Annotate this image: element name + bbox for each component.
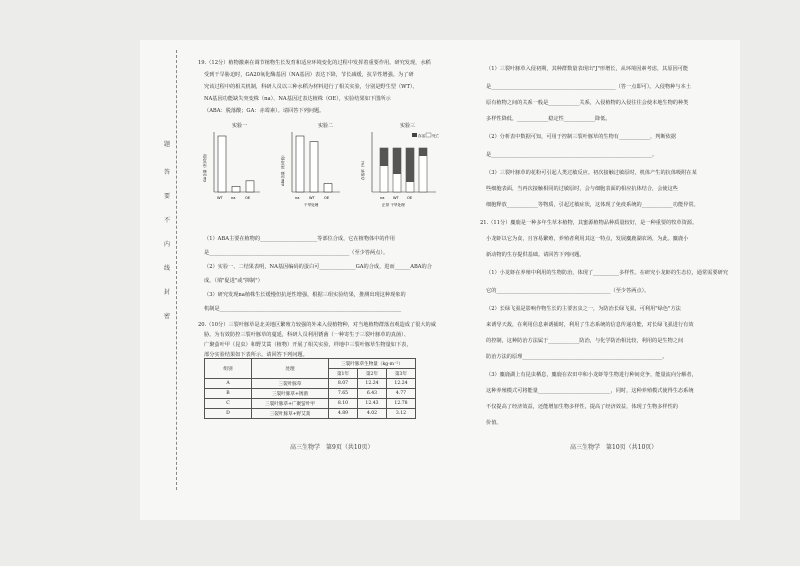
right-line: 价值。 — [486, 420, 502, 426]
cell: 6.43 — [358, 389, 387, 399]
q19-line: NA基因功能缺失突变株（na）、NA基因过表达植株（OE），实验结果如下图所示 — [204, 96, 391, 102]
q19-line: 究该过程中的相关机制，科研人员以三种水稻为材料进行了相关实验，分别是野生型（WT）、 — [204, 84, 418, 90]
cell: 12.24 — [358, 379, 387, 389]
chart3-legend: 死亡 — [432, 134, 440, 138]
side-label: 内 — [164, 241, 171, 248]
th-group: 组别 — [205, 359, 252, 379]
legend-swatch-dead — [426, 133, 431, 137]
q20-line: 广聚萤叶甲（昆虫）和野艾蒿（植物）开展了相关实验，样地中三裂叶豚草生物量如下表， — [204, 342, 412, 348]
right-line: 小龙虾以它为食，且容易繁殖，养殖者利用其这一特点，发展麋鹿湖农场，为此。麋鹿小 — [486, 236, 689, 242]
chart2-bars — [296, 136, 332, 192]
chart2-ylabel: ABA含量（相对值） — [281, 153, 285, 186]
chart2-title: 实验二 — [318, 123, 334, 129]
chart3-title: 实验三 — [400, 123, 416, 129]
chart3-xtick: OE — [407, 196, 413, 200]
chart2-xlabel: 干旱处理 — [304, 203, 319, 207]
cell: A — [205, 379, 252, 389]
cell: 12.24 — [387, 379, 416, 389]
table-row — [205, 409, 416, 419]
th-year: 第2年 — [358, 369, 387, 379]
cell: 4.89 — [329, 409, 358, 419]
chart1-bars — [218, 136, 254, 192]
cell: 三裂叶豚草+广聚萤叶甲 — [252, 399, 329, 409]
chart2-xtick: OE — [324, 196, 330, 200]
table-row — [205, 389, 416, 399]
right-line: （1）三裂叶豚草入侵初期，其种群数量表现出"J"形增长，从环境因素考虑，其原因可能 — [486, 66, 689, 72]
page-footer-right: 高三生物学 第10页（共10页） — [570, 444, 658, 451]
q19-figure — [200, 120, 450, 210]
chart2-xtick: WT — [309, 196, 315, 200]
cell: 7.65 — [329, 389, 358, 399]
right-line: （2）分析表中数据可知，可用于控制三裂叶豚草的生物有____________，判断依据 — [486, 134, 677, 140]
bar — [246, 181, 254, 192]
right-line: 这种养殖模式可将能量____________________________，同时，这种养殖模式使得生态系统 — [486, 388, 694, 394]
right-line: 细胞释放____________等物质，引起过敏症状，这体现了免疫系统的____________功能异常。 — [486, 202, 699, 208]
right-line: 多样性降低，____________稳定性____________降低。 — [486, 116, 611, 122]
q19-line: 受到干旱胁迫时，GA20氧化酶基因（NA基因）表达下降，节长减缓，抗旱性增强。为了研 — [204, 72, 414, 78]
chart3-legend: 存活 — [418, 134, 426, 138]
chart1-title: 实验一 — [232, 123, 248, 129]
binding-line — [176, 50, 177, 490]
right-line: 些细胞表面，当再次接触相同的过敏原时，会与细胞表面的相应抗体结合，会使这些 — [486, 186, 678, 192]
cell: B — [205, 389, 252, 399]
q20-line: 胁。为有效防控三裂叶豚草的蔓延，科研人员利用锈菌（一种寄生于三裂叶豚草的真菌）、 — [204, 332, 409, 338]
cell: 4.77 — [387, 389, 416, 399]
right-line: 它的____________________________________________（至少答两点）。 — [486, 288, 650, 294]
right-line: 原有植物之间的关系一般是____________关系，入侵植物的入侵往往会使本地生物的种类 — [486, 100, 689, 106]
th-year: 第1年 — [329, 369, 358, 379]
cell: 12.43 — [358, 399, 387, 409]
cell: 三裂叶豚草 — [252, 379, 329, 389]
right-line: （3）三裂叶豚草的花粉可引起人类过敏反应。初次接触过敏原时，机体产生的抗体吸附在某 — [486, 170, 697, 176]
biomass-table — [204, 358, 416, 419]
chart3-xlabel: 正常 干旱处理 — [382, 203, 405, 207]
legend-swatch-survive — [412, 133, 417, 137]
bar — [232, 186, 240, 192]
chart3-xtick: na — [380, 196, 385, 200]
side-label: 不 — [164, 217, 171, 224]
cell: 8.10 — [329, 399, 358, 409]
q20-line: 部分实验结果如下表所示。请回答下列问题。 — [204, 352, 308, 358]
page-footer-left: 高三生物学 第9页（共10页） — [290, 444, 374, 451]
q19-sub3: （3）研究发现na植株生长缓慢但抗逆性增强，根据三组实验结果，推测出现这种现象的 — [204, 292, 406, 298]
bar — [310, 142, 318, 192]
bar — [296, 136, 304, 192]
side-label: 线 — [164, 265, 171, 272]
q20-line: 20.（10分）三裂叶豚草是北美地区繁殖力较强的外来入侵植物种，对当地植物群落直观造成了很大的威 — [198, 322, 436, 328]
q19-sub1b: 是______________________________________________________（至少答两点）。 — [204, 250, 389, 256]
side-label: 题 — [164, 141, 171, 148]
right-line: 是______________________________________________________________。 — [486, 152, 658, 158]
cell: 8.07 — [329, 379, 358, 389]
q19-line: 19.（12分）植物激素在调节植物生长发育和适应环境变化的过程中发挥着重要作用。研究发现，水稻 — [198, 60, 431, 66]
right-line: （3）麋鹿湖上有昆虫栖息，麋鹿在农田中和小龙虾等生物进行种间竞争，能量流向分解者， — [486, 372, 697, 378]
cell: 三裂叶豚草+锈菌 — [252, 389, 329, 399]
side-label: 答 — [164, 169, 171, 176]
chart1-xtick: na — [231, 196, 236, 200]
bar — [324, 184, 332, 192]
side-label: 封 — [164, 289, 171, 296]
side-label: 密 — [164, 313, 171, 320]
cell: C — [205, 399, 252, 409]
bar — [218, 136, 226, 192]
q19-sub3b: 机制是______________________________________________________________________ — [204, 306, 402, 312]
th-treat: 处理 — [252, 359, 329, 379]
chart3-bars — [380, 148, 427, 192]
chart1-xtick: WT — [217, 196, 223, 200]
right-line: （1）小龙虾在养殖中利用的生物防治，体现了__________多样性。在研究小龙虾的生态位，通常需要研究 — [486, 270, 728, 276]
chart1-xtick: OE — [245, 196, 251, 200]
chart3-ylabel: 存活率（%） — [361, 158, 365, 180]
table-row — [205, 399, 416, 409]
right-line: 是________________________________________________（答一点即可）。入侵物种与本土 — [486, 84, 691, 90]
chart1-ylabel: GA含量（相对值） — [203, 151, 207, 182]
right-line: 21.（11分）麋鹿是一种多年生草本植物，其蜜源植物品种质量较好，是一种重要的牧草资源。 — [480, 220, 698, 226]
right-line: （2）长绿飞虱是影响作物生长的主要害虫之一，为防治长绿飞虱，可利用"绿色"方法 — [486, 306, 681, 312]
chart2-xtick: na — [295, 196, 300, 200]
cell: 4.02 — [358, 409, 387, 419]
q19-line: （ABA：脱落酸；GA：赤霉素）。请回答下列问题。 — [204, 108, 325, 114]
side-label: 要 — [164, 193, 171, 200]
cell: 三裂叶豚草+野艾蒿 — [252, 409, 329, 419]
right-line: 防治方法的原理______________________________________________________。 — [486, 354, 668, 360]
q19-sub2b: 成。（填"促进"或"抑制"） — [204, 278, 263, 284]
q19-sub2: （2）实验一、二结果表明，NA基因编码的蛋白可______________GA的合成，进而______ABA的合 — [204, 264, 432, 270]
th-biomass: 三裂叶豚草生物量（kg·m⁻²） — [329, 359, 416, 369]
chart3-xtick: WT — [393, 196, 399, 200]
cell: D — [205, 409, 252, 419]
binding-side-labels — [164, 140, 176, 322]
right-line: 不仅提高了经济效益，还能增加生物多样性，提高了经济效益，体现了生物多样性的 — [486, 404, 678, 410]
right-line: 来诱导天敌，在利用信息素诱捕时，利用了生态系统的信息传递功能，对长绿飞虱进行有效 — [486, 322, 694, 328]
right-line: 的控制，这种防治方法属于____________防治，与化学防治相比较，利用的是生物之间 — [486, 338, 684, 344]
right-line: 新动物的生存提供基础。请回答下列问题。 — [486, 252, 585, 258]
cell: 12.78 — [387, 399, 416, 409]
q19-sub1: （1）ABA主要在植物的______________________等部位合成，它在植物体中的作用 — [204, 236, 395, 242]
cell: 3.12 — [387, 409, 416, 419]
table-row — [205, 379, 416, 389]
th-year: 第3年 — [387, 369, 416, 379]
